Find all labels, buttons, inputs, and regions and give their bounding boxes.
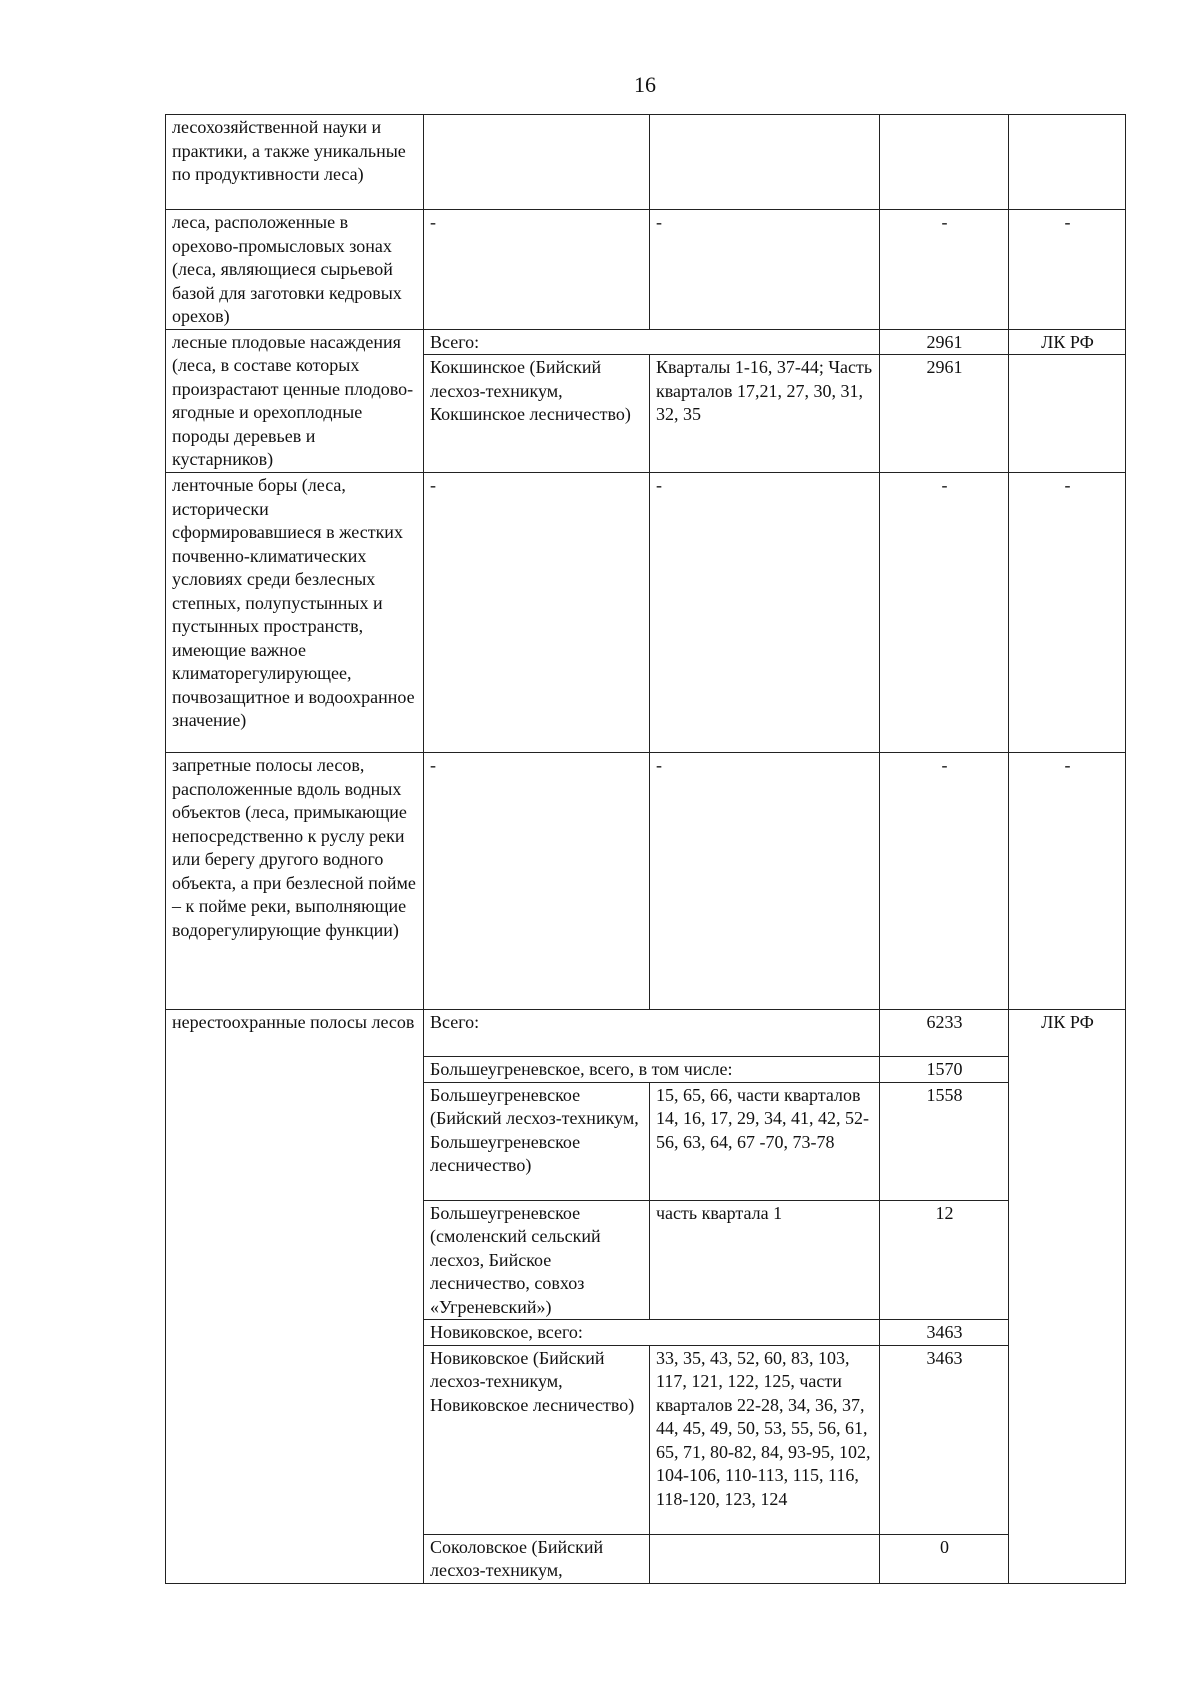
quarters-cell [650,1534,880,1583]
area-cell: - [880,473,1009,753]
table-row [166,115,1126,210]
area-cell: 0 [880,1534,1009,1583]
district-cell: Кокшинское (Бийский лесхоз-техникум, Кокшинское лесничество) [424,355,650,473]
subtotal-area-cell: 1570 [880,1057,1009,1083]
area-cell: 12 [880,1200,1009,1320]
category-cell: лесохозяйственной науки и практики, а также уникальные по продуктивности леса) [166,115,424,210]
district-cell: Большеугреневское (Бийский лесхоз-техникум, Большеугреневское лесничество) [424,1082,650,1200]
basis-cell: ЛК РФ [1009,1010,1126,1584]
subtotal-area-cell: 3463 [880,1320,1009,1346]
area-cell: - [880,753,1009,1010]
page-number: 16 [634,72,656,97]
area-cell: 1558 [880,1082,1009,1200]
district-cell: Большеугреневское (смоленский сельский лесхоз, Бийское лесничество, совхоз «Угреневский») [424,1200,650,1320]
quarters-cell: - [650,210,880,330]
category-cell: леса, расположенные в орехово-промысловых зонах (леса, являющиеся сырьевой базой для заготовки кедровых орехов) [166,210,424,330]
area-cell: 3463 [880,1345,1009,1534]
district-cell: - [424,473,650,753]
basis-cell [1009,355,1126,473]
basis-cell: - [1009,210,1126,330]
basis-cell: - [1009,753,1126,1010]
quarters-cell: 15, 65, 66, части кварталов 14, 16, 17, 29, 34, 41, 42, 52-56, 63, 64, 67 -70, 73-78 [650,1082,880,1200]
category-cell: ленточные боры (леса, исторически сформировавшиеся в жестких почвенно-климатических условиях среди безлесных степных, полупустынных и пустынных пространств, имеющие важное климаторегулирующее, почвозащитное и водоохранное значение) [166,473,424,753]
area-cell [880,115,1009,210]
district-cell: Новиковское (Бийский лесхоз-техникум, Новиковское лесничество) [424,1345,650,1534]
protective-forests-table [165,114,1126,1584]
table-row [166,1010,1126,1057]
table-row [166,753,1126,1010]
table-row [166,329,1126,355]
district-cell: - [424,210,650,330]
category-cell: нерестоохранные полосы лесов [166,1010,424,1584]
total-area-cell: 6233 [880,1010,1009,1057]
basis-cell: - [1009,473,1126,753]
district-cell [424,115,650,210]
category-cell: запретные полосы лесов, расположенные вдоль водных объектов (леса, примыкающие непосредственно к руслу реки или берегу другого водного объекта, а при безлесной пойме – к пойме реки, выполняющие водорегулирующие функции) [166,753,424,1010]
quarters-cell: - [650,753,880,1010]
quarters-cell: Кварталы 1-16, 37-44; Часть кварталов 17,21, 27, 30, 31, 32, 35 [650,355,880,473]
quarters-cell: часть квартала 1 [650,1200,880,1320]
basis-cell [1009,115,1126,210]
area-cell: 2961 [880,355,1009,473]
table-row [166,210,1126,330]
area-cell: - [880,210,1009,330]
quarters-cell [650,115,880,210]
total-label-cell: Всего: [424,329,880,355]
subtotal-label-cell: Новиковское, всего: [424,1320,880,1346]
district-cell: Соколовское (Бийский лесхоз-техникум, [424,1534,650,1583]
table-row [166,473,1126,753]
category-cell: лесные плодовые насаждения (леса, в составе которых произрастают ценные плодово-ягодные и орехоплодные породы деревьев и кустарников) [166,329,424,473]
quarters-cell: 33, 35, 43, 52, 60, 83, 103, 117, 121, 122, 125, части кварталов 22-28, 34, 36, 37, 44, 45, 49, 50, 53, 55, 56, 61, 65, 71, 80-82, 84, 93-95, 102, 104-106, 110-113, 115, 116, 118-120, 123, 124 [650,1345,880,1534]
total-area-cell: 2961 [880,329,1009,355]
basis-cell: ЛК РФ [1009,329,1126,355]
total-label-cell: Всего: [424,1010,880,1057]
district-cell: - [424,753,650,1010]
subtotal-label-cell: Большеугреневское, всего, в том числе: [424,1057,880,1083]
quarters-cell: - [650,473,880,753]
